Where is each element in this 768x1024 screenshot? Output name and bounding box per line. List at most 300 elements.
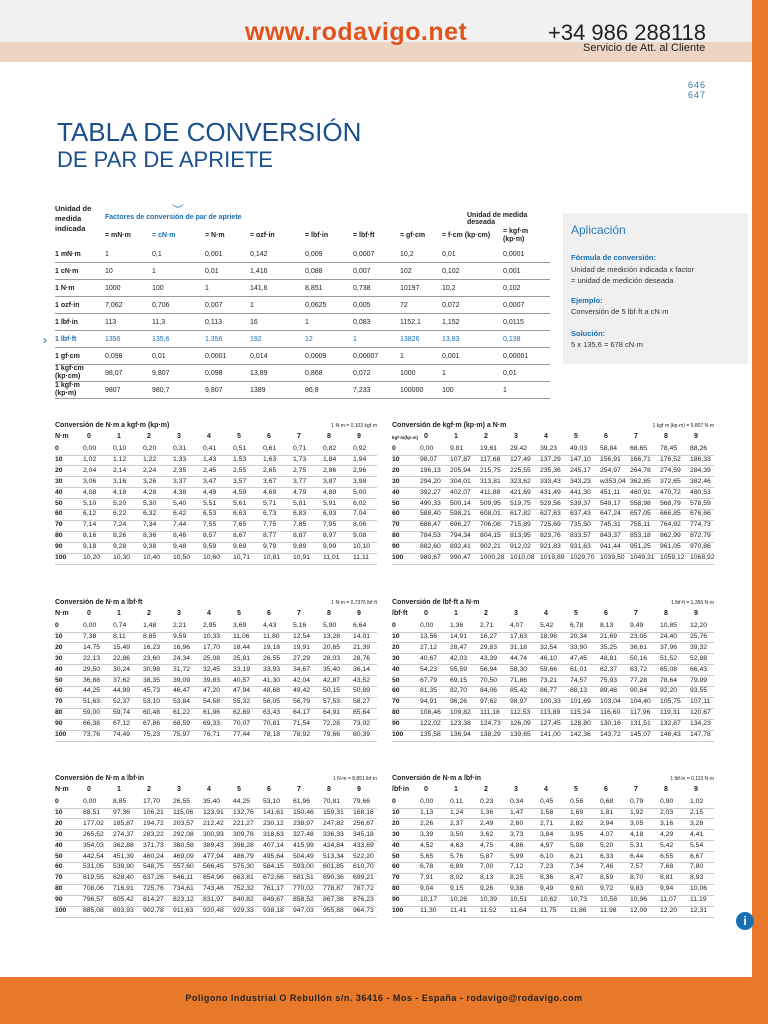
table-cell: 1010,08	[510, 554, 535, 561]
table-row	[392, 708, 714, 720]
table-cell: 35,25	[600, 643, 618, 651]
table-cell: 5,31	[630, 841, 644, 849]
table-cell: 79,66	[323, 731, 341, 738]
column-header: = kgf·m (kp·m)	[503, 228, 529, 243]
table-cell: 0,20	[143, 445, 157, 452]
table-cell: 33,19	[233, 665, 251, 673]
table-row	[392, 509, 714, 521]
table-cell: 194,72	[143, 819, 164, 827]
table-cell: 3,87	[323, 477, 337, 485]
table-cell: 20,65	[323, 643, 341, 651]
row-label: 50	[55, 499, 63, 507]
table-cell: 0,61	[263, 445, 277, 452]
row-label: 80	[392, 709, 400, 717]
row-label: 80	[392, 885, 400, 893]
table-cell: 8,85	[113, 798, 127, 805]
table-cell: 5,65	[420, 852, 434, 860]
column-header: = lbf·in	[305, 232, 329, 239]
table-cell: 980,67	[420, 554, 441, 561]
table-cell: 6,33	[600, 852, 614, 860]
column-header: 3	[514, 786, 518, 793]
table-cell: 566,45	[203, 863, 224, 871]
table-cell: 1,12	[113, 455, 127, 463]
row-label: 10	[392, 455, 400, 463]
table-cell: 58,30	[510, 665, 528, 673]
table-cell: 44,99	[113, 687, 131, 695]
column-header: = mN·m	[105, 232, 131, 239]
table-cell: 82,70	[450, 687, 468, 695]
corner-label: N·m	[55, 610, 69, 617]
conversion-table-title: Conversión de lbf·ft a N·m	[392, 599, 480, 606]
info-icon[interactable]: i	[736, 912, 754, 930]
table-cell: 8,59	[600, 874, 614, 882]
table-row	[392, 852, 714, 864]
table-cell: 90,84	[630, 687, 648, 695]
table-row	[55, 676, 377, 688]
table-cell: 557,60	[173, 863, 194, 871]
table-cell: 3,05	[630, 819, 644, 827]
table-cell: 794,34	[450, 532, 471, 540]
table-cell: 2,60	[510, 819, 524, 827]
table-cell: 8,36	[143, 532, 157, 540]
table-cell: 96,26	[450, 698, 468, 706]
table-cell: 362,88	[113, 841, 134, 849]
column-header: 8	[327, 433, 331, 440]
table-cell: 9,807	[205, 387, 223, 394]
table-row	[55, 298, 550, 314]
table-cell: 56,05	[263, 698, 281, 706]
table-cell: 62,37	[600, 665, 618, 673]
table-cell: 14,75	[83, 643, 101, 651]
table-cell: 9,48	[173, 543, 187, 551]
table-cell: 509,95	[480, 499, 501, 507]
table-cell: 0,90	[660, 798, 674, 805]
table-cell: 3,28	[690, 819, 704, 827]
table-cell: 19,18	[263, 643, 281, 651]
column-header: 7	[297, 433, 301, 440]
table-cell: 247,82	[323, 819, 344, 827]
table-cell: 35,40	[203, 798, 221, 805]
table-row	[55, 264, 550, 280]
table-cell: 2,86	[323, 466, 337, 474]
table-cell: 5,71	[263, 499, 277, 507]
row-label: 40	[392, 488, 400, 496]
table-cell: 73,02	[353, 720, 371, 728]
table-cell: 628,40	[113, 874, 134, 882]
table-cell: 36,88	[83, 676, 101, 684]
table-cell: 127,49	[510, 455, 531, 463]
table-cell: 17,70	[203, 643, 221, 651]
row-label: 60	[55, 510, 63, 518]
table-cell: 1,36	[480, 808, 494, 816]
table-cell: 10,85	[660, 622, 678, 629]
table-cell: 254,97	[600, 466, 621, 474]
table-cell: 135,6	[152, 336, 170, 343]
table-cell: 5,61	[233, 499, 247, 507]
table-cell: 0,00	[83, 445, 97, 452]
table-cell: 0,71	[293, 445, 307, 452]
table-cell: 0,738	[353, 285, 371, 292]
table-cell: 14,91	[450, 632, 468, 640]
row-label: 60	[392, 687, 400, 695]
table-cell: 4,29	[660, 830, 674, 838]
table-cell: 843,37	[600, 532, 621, 540]
row-label: 0	[55, 798, 59, 805]
table-cell: 0,01	[503, 370, 517, 377]
row-label: 80	[55, 709, 63, 717]
table-cell: 75,23	[143, 731, 161, 738]
table-cell: 212,42	[203, 819, 224, 827]
table-cell: 0,82	[323, 445, 337, 452]
table-cell: 6,10	[540, 852, 554, 860]
table-cell: 708,06	[83, 885, 104, 893]
conversion-table	[55, 775, 377, 915]
table-cell: 8,26	[113, 532, 127, 540]
row-label: 100	[55, 731, 67, 738]
table-cell: 3,84	[540, 830, 554, 838]
table-cell: 823,12	[173, 896, 194, 904]
table-cell: 17,63	[510, 632, 528, 640]
table-cell: 53,84	[173, 698, 191, 706]
table-cell: 22,13	[83, 654, 101, 662]
table-cell: 22,86	[113, 654, 131, 662]
table-cell: 126,09	[510, 720, 531, 728]
table-cell: 2,15	[690, 808, 704, 816]
table-cell: 6,83	[293, 510, 307, 518]
table-cell: 203,57	[173, 819, 194, 827]
table-cell: 32,54	[540, 643, 558, 651]
table-cell: 990,47	[450, 554, 471, 561]
table-cell: 3,77	[293, 477, 307, 485]
table-cell: 4,43	[263, 622, 277, 629]
table-cell: 5,00	[353, 488, 367, 496]
table-cell: 911,63	[173, 907, 194, 914]
table-cell: 27,29	[293, 654, 311, 662]
table-cell: 0,00	[420, 622, 434, 629]
table-cell: 5,16	[293, 622, 307, 629]
table-cell: 107,11	[690, 698, 711, 706]
table-cell: 6,44	[630, 852, 644, 860]
table-cell: 13,28	[323, 632, 341, 640]
table-cell: 902,78	[143, 907, 164, 914]
table-cell: 25,08	[203, 654, 221, 662]
table-cell: 0,102	[503, 285, 521, 292]
table-cell: 398,28	[233, 841, 254, 849]
table-cell: 119,31	[660, 709, 681, 717]
row-label: 1 gf·cm	[55, 353, 80, 360]
column-header: 0	[424, 433, 428, 440]
row-label: 20	[55, 643, 63, 651]
table-cell: 40,67	[420, 654, 438, 662]
table-cell: 71,54	[293, 720, 311, 728]
table-cell: 1,24	[450, 808, 464, 816]
table-cell: 500,14	[450, 499, 471, 507]
table-cell: 951,25	[630, 543, 651, 551]
table-cell: 97,36	[113, 808, 131, 816]
table-cell: 823,76	[540, 532, 561, 540]
table-cell: 568,79	[660, 499, 681, 507]
table-cell: 2,75	[293, 466, 307, 474]
column-header: 0	[87, 610, 91, 617]
table-cell: 588,40	[420, 510, 441, 518]
table-cell: 1,33	[173, 455, 187, 463]
table-cell: 0,34	[510, 798, 524, 805]
table-cell: 11,98	[600, 907, 617, 914]
table-cell: 558,98	[630, 499, 651, 507]
table-cell: 66,38	[83, 720, 101, 728]
column-header: 1	[454, 433, 458, 440]
table-cell: 143,72	[600, 731, 621, 738]
table-cell: 39,09	[173, 676, 191, 684]
table-cell: 3,95	[570, 830, 584, 838]
row-label: 20	[392, 466, 400, 474]
table-cell: 0,001	[205, 251, 223, 258]
column-header: = gf·cm	[400, 232, 426, 239]
table-cell: 59,00	[83, 709, 101, 717]
table-row	[392, 466, 714, 478]
table-cell: 117,68	[480, 455, 501, 463]
website-link[interactable]: www.rodavigo.net	[245, 18, 468, 46]
header	[0, 0, 768, 62]
table-cell: 0,009	[305, 251, 323, 258]
table-cell: 7,24	[113, 521, 127, 529]
table-cell: 743,46	[203, 885, 224, 893]
conversion-table-title: Conversión de kgf·m (kp·m) a N·m	[392, 422, 507, 429]
example-title: Ejemplo:	[571, 296, 603, 305]
table-cell: 805,42	[113, 896, 134, 904]
table-cell: 10,20	[83, 554, 101, 561]
table-cell: 130,16	[600, 720, 621, 728]
table-cell: 686,47	[420, 521, 441, 529]
row-label: 90	[55, 896, 63, 904]
table-cell: 70,81	[323, 798, 341, 805]
table-cell: 38,35	[143, 676, 161, 684]
table-cell: 67,86	[143, 720, 161, 728]
table-cell: 7,75	[263, 521, 277, 529]
table-row	[55, 852, 377, 864]
table-cell: 3,98	[353, 477, 367, 485]
column-header: 9	[694, 433, 698, 440]
table-cell: 696,27	[450, 521, 471, 529]
table-cell: 9,26	[480, 885, 494, 893]
table-row	[55, 906, 377, 918]
table-cell: 10,50	[173, 554, 191, 561]
table-cell: 657,05	[630, 510, 651, 518]
table-row	[55, 686, 377, 698]
table-cell: 1	[503, 387, 507, 394]
table-cell: 141,00	[540, 731, 561, 738]
table-cell: 5,99	[510, 852, 524, 860]
table-cell: 85,42	[510, 687, 528, 695]
row-label: 40	[55, 841, 63, 849]
table-cell: 61,96	[293, 798, 311, 805]
table-row	[392, 873, 714, 885]
table-cell: 0,142	[250, 251, 268, 258]
table-cell: 37,96	[660, 643, 678, 651]
table-cell: 872,79	[690, 532, 711, 540]
table-cell: 3,37	[173, 477, 187, 485]
table-cell: 52,37	[113, 698, 131, 706]
table-cell: 89,48	[600, 687, 618, 695]
table-cell: 4,69	[263, 488, 277, 496]
table-cell: 0,706	[152, 302, 170, 309]
table-cell: 230,12	[263, 819, 284, 827]
table-cell: 7,91	[420, 874, 434, 882]
table-cell: 480,53	[690, 488, 711, 496]
table-cell: 1,356	[205, 336, 223, 343]
row-label: 70	[392, 874, 400, 882]
row-label: 0	[392, 445, 396, 452]
table-cell: 98,07	[105, 370, 123, 377]
column-header: 9	[694, 786, 698, 793]
table-cell: 3,16	[660, 819, 674, 827]
table-cell: 274,59	[660, 466, 681, 474]
column-header: 4	[544, 786, 548, 793]
table-cell: 0,23	[480, 798, 494, 805]
table-row	[392, 697, 714, 709]
table-cell: 531,05	[83, 863, 104, 871]
table-cell: 3,50	[450, 830, 464, 838]
table-cell: 4,08	[83, 488, 97, 496]
table-cell: 380,58	[173, 841, 194, 849]
table-cell: 1,02	[690, 798, 704, 805]
table-cell: 2,49	[480, 819, 494, 827]
conversion-table	[55, 599, 377, 739]
column-headers	[392, 433, 714, 443]
solution-title: Solución:	[571, 329, 606, 338]
table-cell: 54,23	[420, 665, 438, 673]
table-row	[55, 873, 377, 885]
table-cell: 0,56	[570, 798, 584, 805]
column-header: 4	[544, 433, 548, 440]
table-cell: 17,70	[143, 798, 161, 805]
table-cell: 6,78	[420, 863, 434, 871]
unit-header-line: Unidad de	[55, 204, 92, 213]
table-cell: 78,92	[293, 731, 311, 738]
table-cell: 55,59	[450, 665, 468, 673]
table-cell: 123,38	[450, 720, 471, 728]
table-cell: 0,0007	[503, 302, 525, 309]
table-cell: 9,99	[323, 543, 337, 551]
table-cell: 12	[305, 336, 313, 343]
table-cell: 3,73	[510, 830, 524, 838]
table-row	[55, 531, 377, 543]
table-cell: 343,23	[570, 477, 591, 485]
table-cell: 9,59	[173, 632, 187, 640]
table-cell: 539,90	[113, 863, 134, 871]
table-row	[392, 654, 714, 666]
table-cell: 61,22	[173, 709, 191, 717]
table-cell: 578,59	[690, 499, 711, 507]
corner-label: lbf·ft	[392, 610, 408, 617]
table-cell: 10,51	[510, 896, 528, 904]
table-cell: 10,96	[630, 896, 648, 904]
table-cell: 146,43	[660, 731, 681, 738]
table-cell: 42,03	[450, 654, 468, 662]
table-cell: 862,99	[660, 532, 681, 540]
table-cell: 46,10	[540, 654, 558, 662]
table-row	[392, 665, 714, 677]
table-cell: 431,49	[540, 488, 561, 496]
table-cell: 61,96	[203, 709, 221, 717]
table-cell: 1000	[400, 370, 416, 377]
table-cell: 441,30	[570, 488, 591, 496]
table-cell: 0,0001	[503, 251, 525, 258]
column-header: 1	[117, 433, 121, 440]
row-label: 40	[392, 665, 400, 673]
row-label: 100	[55, 554, 67, 561]
table-cell: 69,33	[203, 720, 221, 728]
table-row	[55, 281, 550, 297]
table-cell: 7,68	[660, 863, 674, 871]
page-number-left: 646	[688, 80, 707, 90]
table-cell: 9,83	[630, 885, 644, 893]
table-cell: 4,63	[450, 841, 464, 849]
table-cell: 460,24	[143, 852, 164, 860]
table-cell: 192	[250, 336, 262, 343]
table-cell: 0,00	[420, 445, 434, 452]
table-cell: 931,63	[570, 543, 591, 551]
table-cell: 8,70	[630, 874, 644, 882]
solution-text: 5 x 135,6 = 678 cN·m	[571, 340, 643, 349]
table-cell: 134,23	[690, 720, 711, 728]
table-cell: 7,34	[570, 863, 584, 871]
table-cell: 6,02	[353, 499, 367, 507]
column-header: 9	[694, 610, 698, 617]
table-cell: 16	[250, 319, 258, 326]
table-cell: 735,50	[570, 521, 591, 529]
table-cell: 74,49	[113, 731, 131, 738]
table-cell: 761,17	[263, 885, 284, 893]
table-cell: 159,31	[323, 808, 344, 816]
table-cell: 7,23	[540, 863, 554, 871]
table-cell: 1068,92	[690, 554, 715, 561]
table-cell: 8,57	[203, 532, 217, 540]
table-cell: 5,81	[293, 499, 307, 507]
row-label: 30	[392, 830, 400, 838]
conversion-note: 1 lbf·ft = 1,356 N·m	[671, 600, 714, 606]
row-label: 0	[55, 445, 59, 452]
table-cell: 141,61	[263, 808, 284, 816]
table-cell: 135,58	[420, 731, 441, 738]
page-number-right: 647	[688, 90, 707, 100]
table-cell: 65,64	[353, 709, 371, 717]
table-cell: 477,94	[203, 852, 224, 860]
table-cell: 77,28	[630, 676, 648, 684]
table-cell: 706,08	[480, 521, 501, 529]
column-header: 6	[267, 610, 271, 617]
table-row	[55, 315, 550, 331]
table-cell: 1,47	[510, 808, 524, 816]
table-cell: 451,11	[600, 488, 621, 496]
table-cell: 0,113	[205, 319, 222, 326]
table-cell: 100	[442, 387, 454, 394]
table-cell: 8,47	[570, 874, 584, 882]
table-cell: 0,0007	[353, 251, 375, 258]
table-cell: 0,007	[205, 302, 223, 309]
table-row	[55, 895, 377, 907]
table-cell: 831,97	[203, 896, 224, 904]
table-row	[392, 730, 714, 742]
page-title: TABLA DE CONVERSIÓN	[57, 117, 362, 147]
table-cell: 885,08	[83, 907, 104, 914]
table-cell: 11,30	[420, 907, 437, 914]
table-cell: 333,43	[540, 477, 561, 485]
table-cell: 681,51	[293, 874, 314, 882]
table-cell: 10,2	[442, 285, 456, 292]
column-header: 8	[664, 786, 668, 793]
table-cell: 0,102	[442, 268, 460, 275]
